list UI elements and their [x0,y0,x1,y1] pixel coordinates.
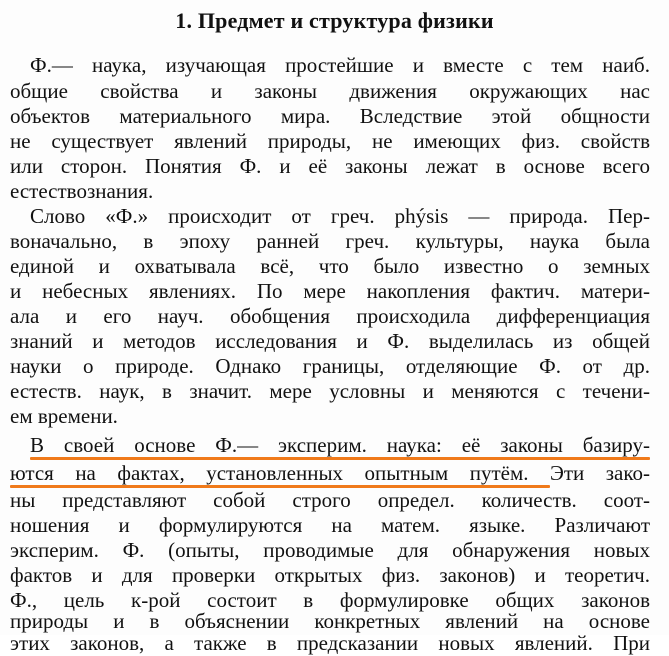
text-line: знаний и методов исследования и Ф. выделилась из общей [10,329,650,353]
text-line: Ф., цель к-рой состоит в формулировке общих законов [10,588,650,612]
highlighted-text-line: В своей основе Ф.— эксперим. наука: её законы базиру- [30,433,650,457]
text-line: и небесных явлениях. По мере накопления фактич. матери- [10,279,650,303]
text-line: ем времени. [10,404,118,428]
text-line: воначально, в эпоху ранней греч. культуры, наука была [10,229,650,253]
text-line: естеств. наук, в значит. мере условны и меняются с течени- [10,379,650,403]
text-line: объектов материального мира. Вследствие этой общности [10,104,650,128]
text-line: не существует явлений природы, не имеющих физ. свойств [10,129,650,153]
highlighted-text-line: ются на фактах, установленных опытным путём. Эти зако- [10,461,650,485]
text-line: науки о природе. Однако границы, отделяющие Ф. от др. [10,354,650,378]
text-line: Слово «Ф.» происходит от греч. phýsis — природа. Пер- [30,204,650,228]
text-line: фактов и для проверки открытых физ. законов) и теоретич. [10,563,650,587]
text-line: или сторон. Понятия Ф. и её законы лежат в основе всего [10,154,650,178]
section-title: 1. Предмет и структура физики [175,8,494,33]
text-line: единой и охватывала всё, что было известно о земных [10,254,650,278]
text-line: природы и в объяснении конкретных явлений на основе [10,609,650,633]
text-line: ала и его науч. обобщения происходила дифференциация [10,304,650,328]
text-line: ношения и формулируются на матем. языке. Различают [10,513,650,537]
text-line: общие свойства и законы движения окружающих нас [10,79,650,103]
text-line: эксперим. Ф. (опыты, проводимые для обнаружения новых [10,538,650,562]
text-line: ны представляют собой строго определ. количеств. соот- [10,488,650,512]
text-line: Ф.— наука, изучающая простейшие и вместе с тем наиб. [30,53,650,77]
text-line: этих законов, а также в предсказании новых явлений. При [10,631,650,655]
text-line: естествознания. [10,179,154,203]
